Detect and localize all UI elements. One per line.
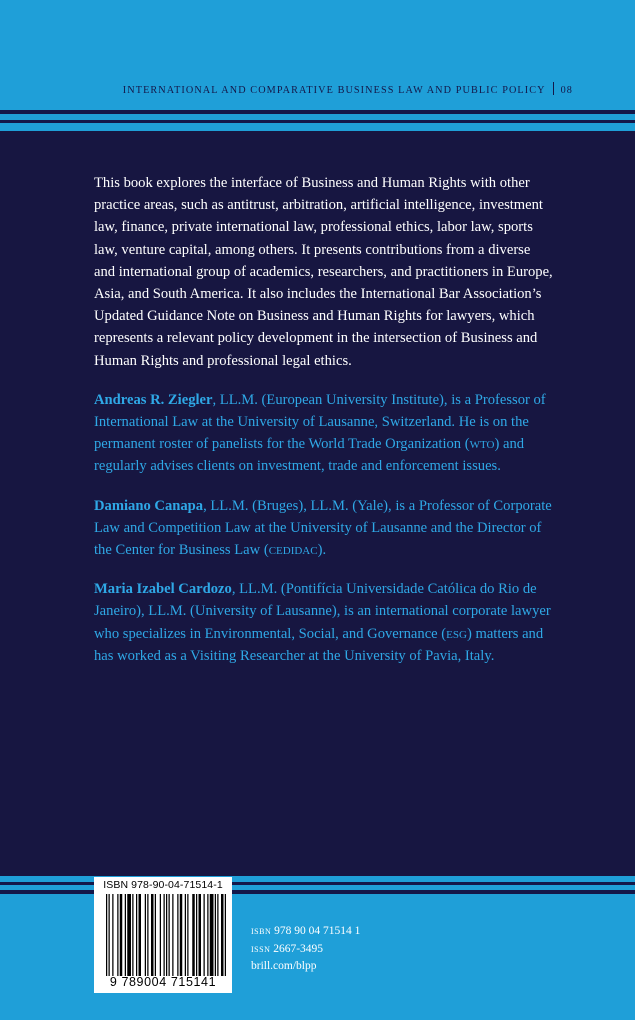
barcode-bar <box>109 894 110 976</box>
barcode-bar <box>147 894 148 976</box>
barcode-bar <box>139 894 142 976</box>
barcode-bar <box>112 894 113 976</box>
barcode-bar <box>207 894 208 976</box>
barcode-bar <box>225 894 226 976</box>
author-name: Andreas R. Ziegler <box>94 391 213 408</box>
barcode-bar <box>221 894 224 976</box>
barcode-bar <box>132 894 133 976</box>
abbreviation: cedidac <box>268 542 318 559</box>
barcode-bar <box>160 894 161 976</box>
barcode-bar <box>155 894 156 976</box>
barcode-bar <box>177 894 178 976</box>
barcode-bar <box>117 894 118 976</box>
barcode-bar <box>127 894 131 976</box>
barcode-bar <box>125 894 126 976</box>
barcode-bar <box>210 894 214 976</box>
abbreviation: wto <box>469 436 495 453</box>
barcode-bar <box>145 894 146 976</box>
abbreviation: esg <box>446 625 467 642</box>
barcode-bar <box>217 894 218 976</box>
barcode-bar <box>172 894 173 976</box>
isbn-info <box>251 923 360 976</box>
top-rule-thick <box>0 110 635 114</box>
barcode-bar <box>180 894 183 976</box>
author-bio-canapa: Damiano Canapa, LL.M. (Bruges), LL.M. (Yale), is a Professor of Corporate Law and Competition Law at the University of Lausanne and the Director of the Center for Business Law (cedidac). <box>94 497 552 559</box>
barcode-bar <box>169 894 170 976</box>
isbn-value: 978 90 04 71514 1 <box>274 925 361 937</box>
top-rule-thin <box>0 120 635 123</box>
barcode-bar <box>151 894 154 976</box>
book-blurb: This book explores the interface of Business and Human Rights with other practice areas, such as antitrust, arbitration, artificial intelligence, investment law, finance, private international law, professional ethics, labor law, sports law, venture capital, among others. It presents contributions from a diverse and international group of academics, researchers, and practitioners in Europe, Asia, and South America. It also includes the International Bar Association’s Updated Guidance Note on Business and Human Rights for lawyers, which represents a relevant policy development in the intersection of Business and Human Rights and professional legal ethics. <box>94 175 553 369</box>
publisher-url: brill.com/blpp <box>251 960 317 972</box>
barcode-bar <box>187 894 188 976</box>
author-bio-cardozo: Maria Izabel Cardozo, LL.M. (Pontifícia Universidade Católica do Rio de Janeiro), LL.M. (University of Lausanne), is an international corporate lawyer who specializes in Environmental, Social, and Governance (esg) matters and has worked as a Visiting Researcher at the University of Pavia, Italy. <box>94 581 551 664</box>
barcode-bar <box>166 894 167 976</box>
barcode-bar <box>185 894 186 976</box>
issn-label: issn <box>251 942 271 955</box>
author-name: Maria Izabel Cardozo <box>94 581 232 598</box>
issn-line <box>251 941 360 959</box>
issn-value: 2667-3495 <box>273 942 324 955</box>
barcode-bar <box>164 894 165 976</box>
barcode-bars <box>106 894 226 976</box>
author-name: Damiano Canapa <box>94 497 204 514</box>
barcode-isbn-label: ISBN 978-90-04-71514-1 <box>103 879 223 891</box>
isbn-line <box>251 923 360 941</box>
author-bio-ziegler: Andreas R. Ziegler, LL.M. (European University Institute), is a Professor of International Law at the University of Lausanne, Switzerland. He is on the permanent roster of panelists for the World Trade Organization (wto) and regularly advises clients on investment, trade and enforcement issues. <box>94 391 546 475</box>
isbn-label: isbn <box>251 925 272 937</box>
barcode-bar <box>215 894 216 976</box>
barcode-digits: 9 789004 715141 <box>109 975 217 989</box>
series-divider <box>553 82 554 95</box>
series-header <box>0 82 635 96</box>
back-cover-text <box>94 172 554 684</box>
series-title: INTERNATIONAL AND COMPARATIVE BUSINESS LAW AND PUBLIC POLICY <box>122 85 546 96</box>
barcode-bar <box>106 894 107 976</box>
series-volume: 08 <box>560 85 573 96</box>
barcode-bar <box>136 894 137 976</box>
barcode-bar <box>204 894 205 976</box>
barcode-bar <box>192 894 195 976</box>
barcode <box>94 877 232 993</box>
barcode-bar <box>196 894 197 976</box>
barcode-bar <box>199 894 202 976</box>
barcode-bar <box>120 894 123 976</box>
